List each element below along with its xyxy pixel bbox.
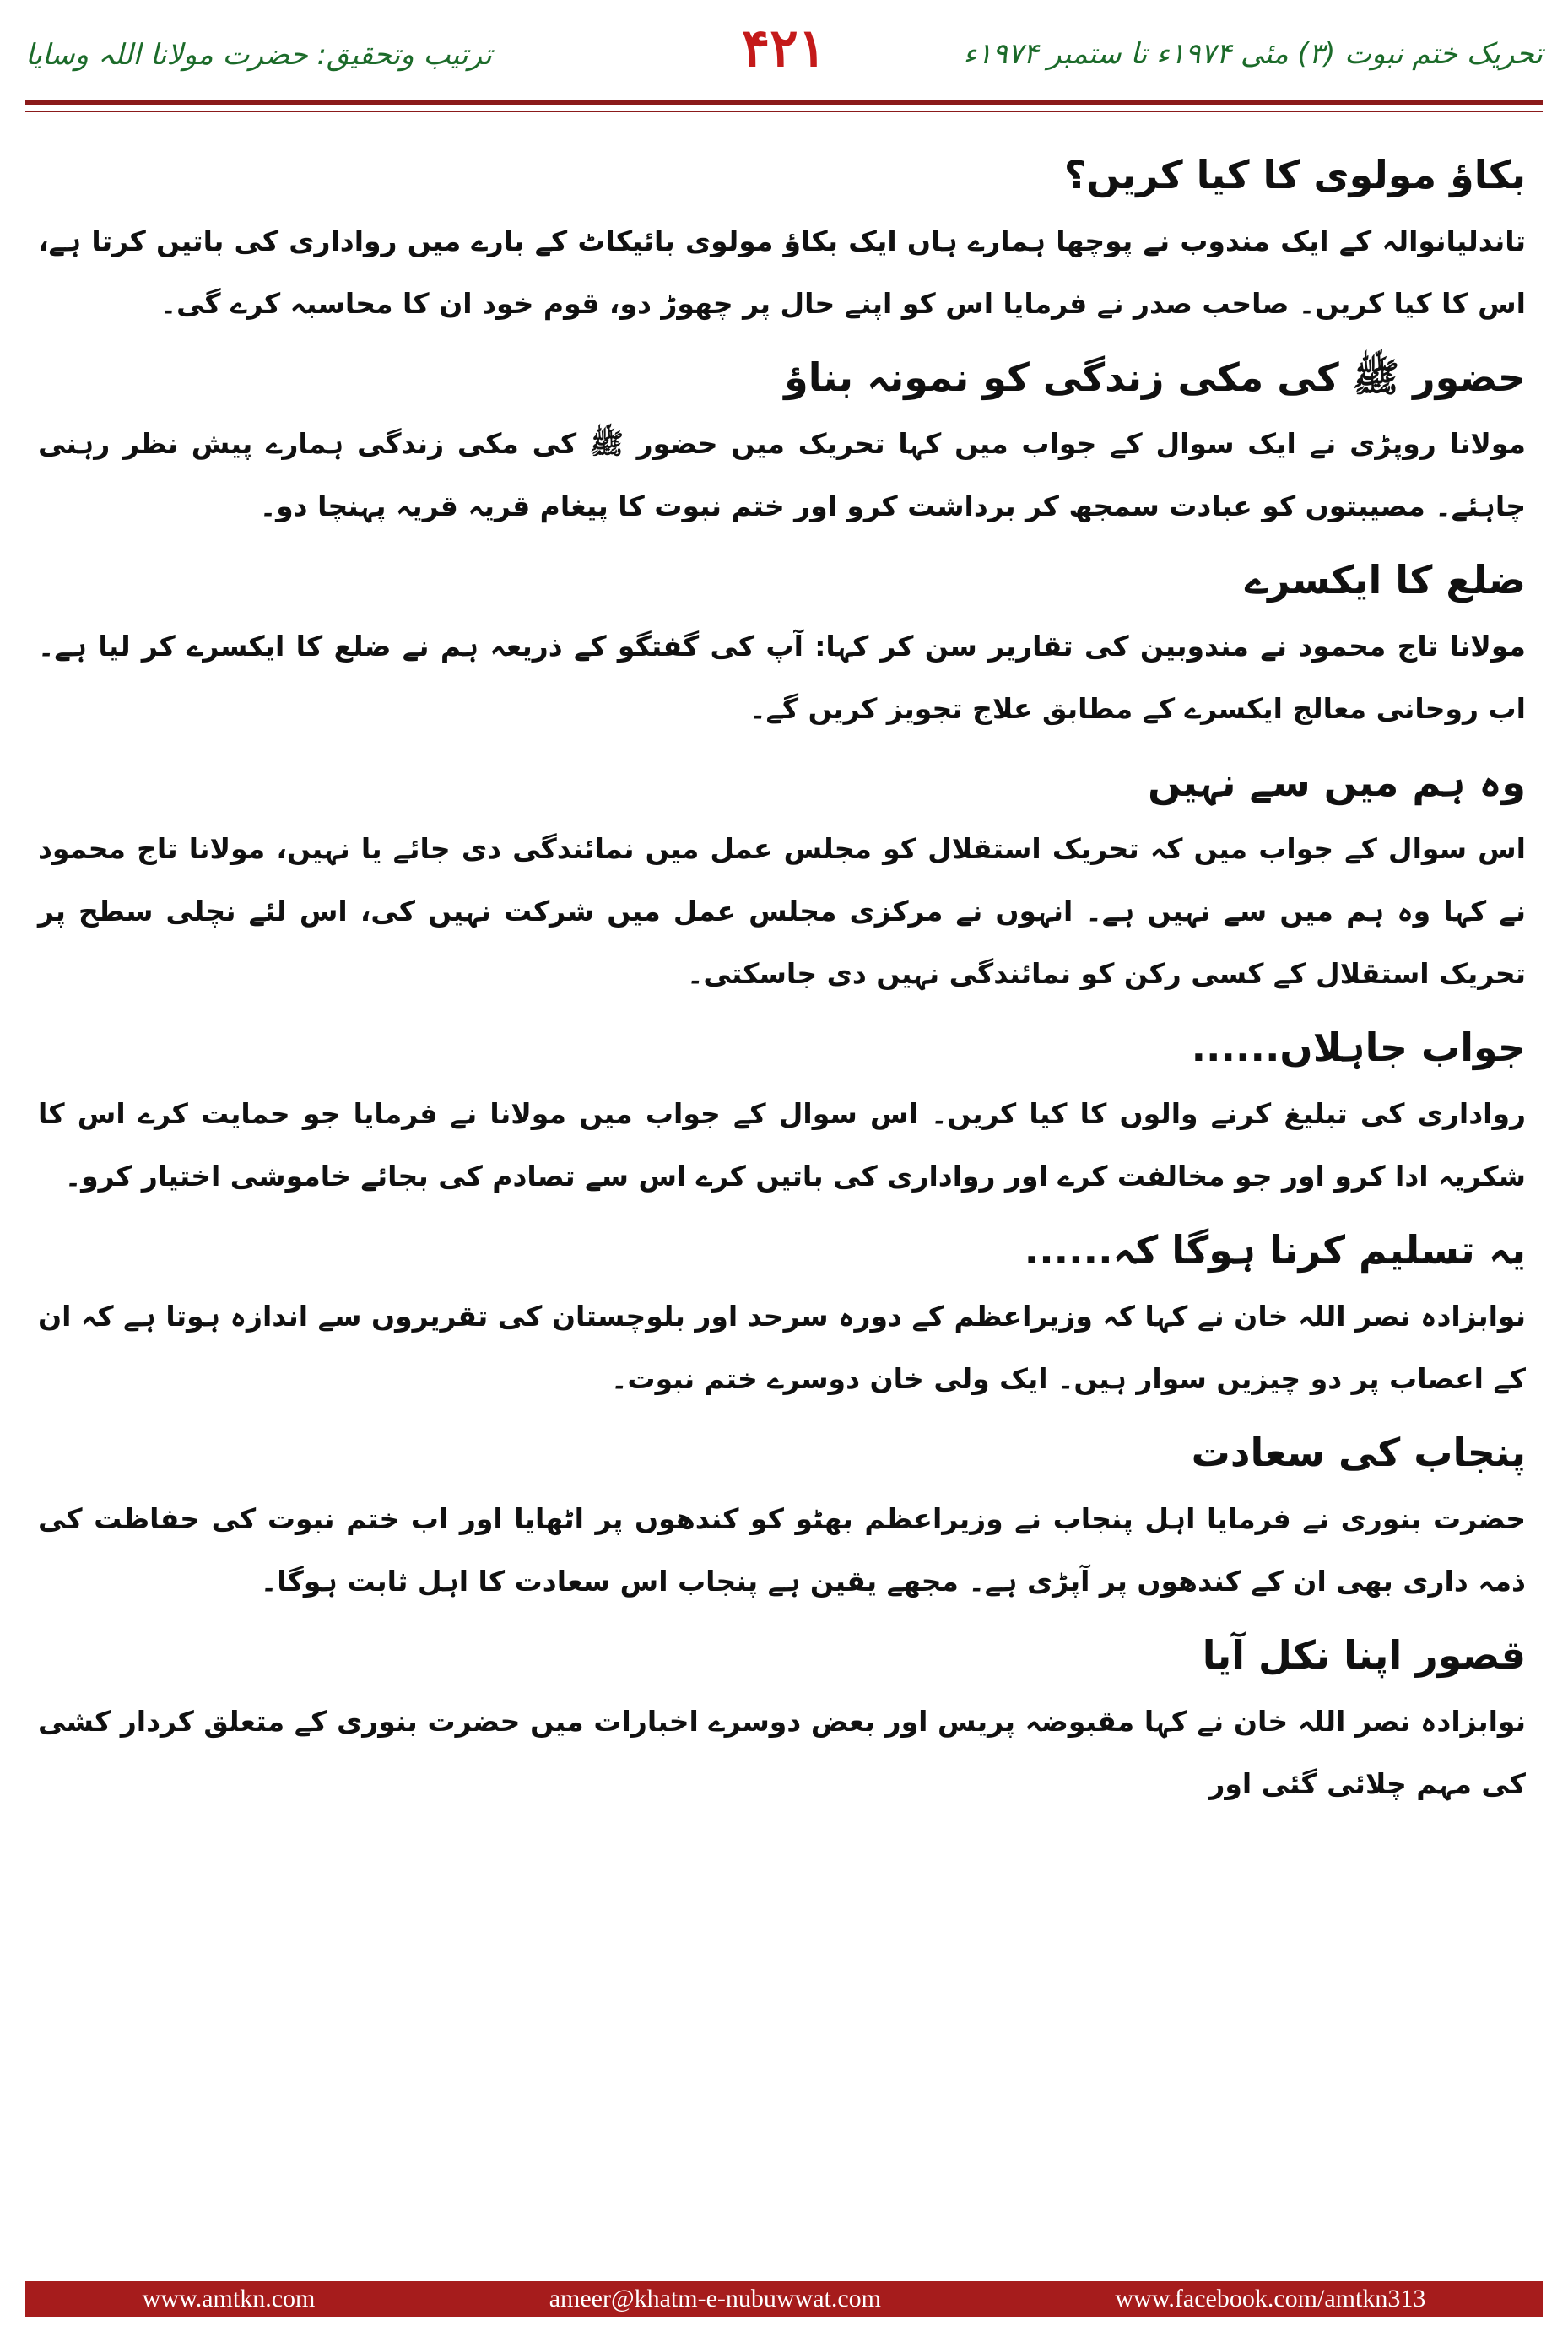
compiler-credit: ترتیب وتحقیق: حضرت مولانا اللہ وسایا — [25, 38, 492, 72]
facebook-link[interactable]: www.facebook.com/amtkn313 — [1115, 2285, 1426, 2312]
section-paragraph: مولانا روپڑی نے ایک سوال کے جواب میں کہا تحریک میں حضور ﷺ کی مکی زندگی ہمارے پیش نظر رہنی چاہئے۔ مصیبتوں کو عبادت سمجھ کر برداشت کرو اور ختم نبوت کا پیغام قریہ قریہ پہنچا دو۔ — [38, 427, 1526, 522]
section-heading: بکاؤ مولوی کا کیا کریں؟ — [1063, 152, 1526, 197]
section-paragraph: رواداری کی تبلیغ کرنے والوں کا کیا کریں۔ اس سوال کے جواب میں مولانا نے فرمایا جو حمایت کرے اس کا شکریہ ادا کرو اور جو مخالفت کرے اور رواداری کی باتیں کرے اس سے تصادم کی بجائے خاموشی اختیار کرو۔ — [38, 1097, 1526, 1193]
page-footer — [25, 2281, 1543, 2317]
section-paragraph: اس سوال کے جواب میں کہ تحریک استقلال کو مجلس عمل میں نمائندگی دی جائے یا نہیں، مولانا تاج محمود نے کہا وہ ہم میں سے نہیں ہے۔ انہوں نے مرکزی مجلس عمل میں شرکت نہیں کی، اس لئے نچلی سطح پر تحریک استقلال کے کسی رکن کو نمائندگی نہیں دی جاسکتی۔ — [38, 832, 1526, 990]
section-heading: جواب جاہلاں...... — [1191, 1025, 1526, 1070]
page-number: ۴۲۱ — [742, 17, 826, 78]
section-heading: وہ ہم میں سے نہیں — [1148, 760, 1526, 805]
website-link[interactable]: www.amtkn.com — [142, 2285, 316, 2312]
header-rule-thick — [25, 100, 1543, 105]
article-body — [38, 139, 1526, 1822]
book-title: تحریک ختم نبوت (۳) مئی ۱۹۷۴ء تا ستمبر ۱۹۷۴ء — [963, 37, 1543, 71]
section-heading: پنجاب کی سعادت — [1191, 1430, 1526, 1475]
header-rule-thin — [25, 111, 1543, 112]
section-heading: یہ تسلیم کرنا ہوگا کہ...... — [1024, 1227, 1526, 1273]
section-paragraph: تاندلیانوالہ کے ایک مندوب نے پوچھا ہمارے ہاں ایک بکاؤ مولوی بائیکاٹ کے بارے میں رواداری کی باتیں کرتا ہے، اس کا کیا کریں۔ صاحب صدر نے فرمایا اس کو اپنے حال پر چھوڑ دو، قوم خود ان کا محاسبہ کرے گی۔ — [38, 224, 1526, 320]
section-heading: قصور اپنا نکل آیا — [1202, 1632, 1526, 1678]
section-paragraph: نوابزادہ نصر اللہ خان نے کہا کہ وزیراعظم کے دورہ سرحد اور بلوچستان کی تقریروں سے اندازہ ہوتا ہے کہ ان کے اعصاب پر دو چیزیں سوار ہیں۔ ایک ولی خان دوسرے ختم نبوت۔ — [38, 1300, 1526, 1395]
section-paragraph: نوابزادہ نصر اللہ خان نے کہا مقبوضہ پریس اور بعض دوسرے اخبارات میں حضرت بنوری کے متعلق کردار کشی کی مہم چلائی گئی اور — [38, 1705, 1526, 1800]
section-paragraph: مولانا تاج محمود نے مندوبین کی تقاریر سن کر کہا: آپ کی گفتگو کے ذریعہ ہم نے ضلع کا ایکسرے کر لیا ہے۔ اب روحانی معالج ایکسرے کے مطابق علاج تجویز کریں گے۔ — [38, 630, 1526, 725]
email-link[interactable]: ameer@khatm-e-nubuwwat.com — [549, 2285, 882, 2312]
section-heading: ضلع کا ایکسرے — [1245, 557, 1526, 603]
section-heading: حضور ﷺ کی مکی زندگی کو نمونہ بناؤ — [784, 354, 1526, 400]
page-header — [25, 15, 1543, 100]
section-paragraph: حضرت بنوری نے فرمایا اہل پنجاب نے وزیراعظم بھٹو کو کندھوں پر اٹھایا اور اب ختم نبوت کی حفاظت کی ذمہ داری بھی ان کے کندھوں پر آپڑی ہے۔ مجھے یقین ہے پنجاب اس سعادت کا اہل ثابت ہوگا۔ — [38, 1502, 1526, 1598]
